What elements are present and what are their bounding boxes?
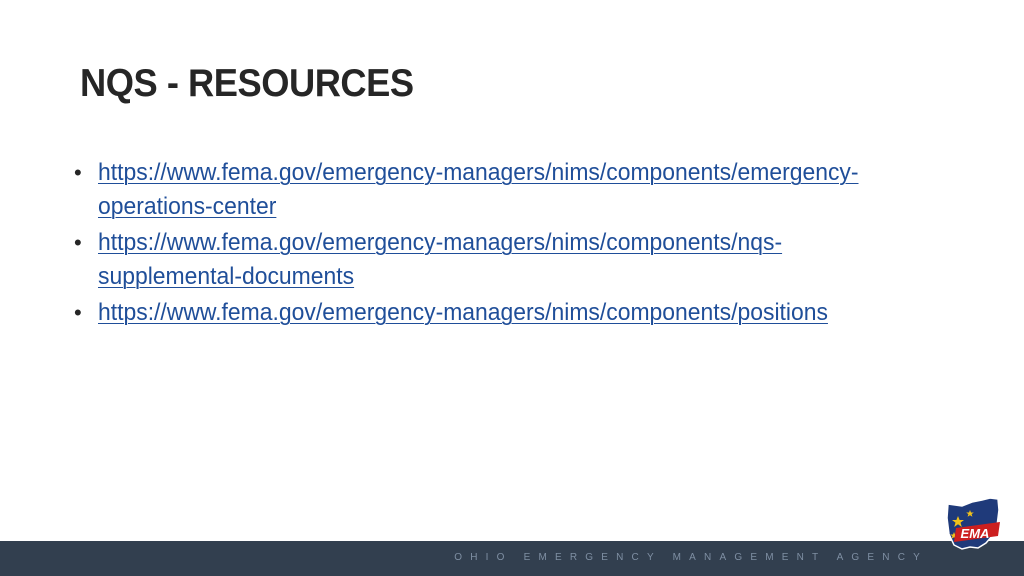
footer-bar (0, 541, 1024, 576)
bullet-icon: • (74, 160, 82, 185)
bullet-icon: • (74, 230, 82, 255)
resource-link-list (72, 156, 952, 332)
list-item (72, 296, 952, 330)
bullet-icon: • (74, 300, 82, 325)
footer-agency-name: OHIO EMERGENCY MANAGEMENT AGENCY (454, 552, 928, 563)
logo-text: EMA (960, 526, 990, 541)
eoc-resource-link[interactable]: https://www.fema.gov/emergency-managers/nims/components/emergency-operations-center (98, 159, 859, 220)
list-item (72, 226, 952, 294)
nqs-supplemental-documents-link[interactable]: https://www.fema.gov/emergency-managers/nims/components/nqs-supplemental-documents (98, 229, 783, 290)
slide-title: NQS - RESOURCES (80, 62, 414, 105)
list-item (72, 156, 952, 224)
ohio-ema-logo-icon (942, 496, 1002, 552)
positions-resource-link[interactable]: https://www.fema.gov/emergency-managers/nims/components/positions (98, 299, 828, 326)
ohio-ema-logo-graphic (942, 496, 1002, 552)
